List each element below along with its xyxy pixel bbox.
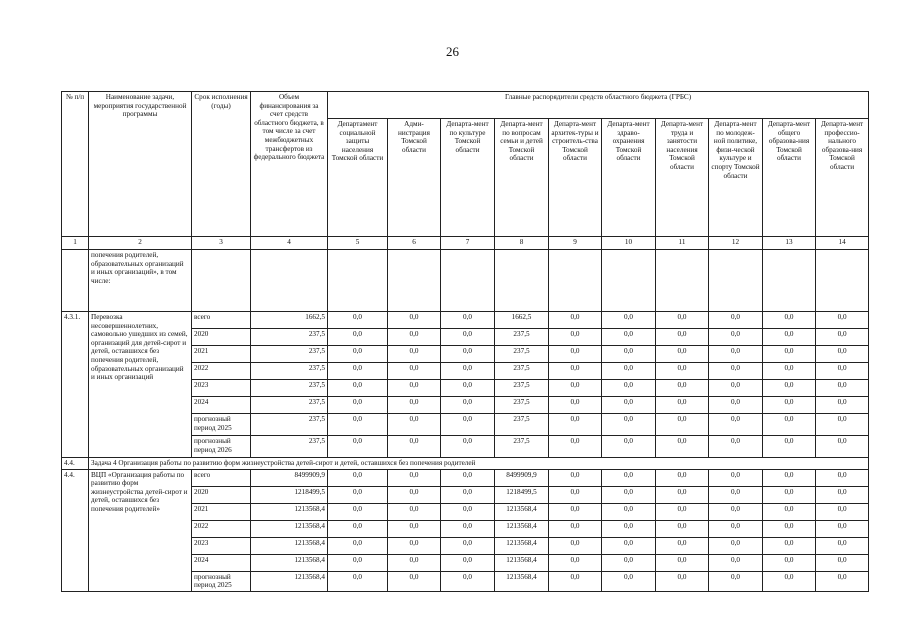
value-cell: 0,0 — [602, 329, 656, 346]
empty-cell — [602, 250, 656, 312]
value-cell: 0,0 — [763, 537, 816, 554]
value-cell: 0,0 — [441, 312, 495, 329]
empty-cell — [763, 250, 816, 312]
header-grbs-10: Департа-мент профессио-нального образова-ния Томской области — [816, 119, 869, 237]
header-grbs-2: Адми-нистрация Томской области — [388, 119, 441, 237]
value-cell: 0,0 — [388, 486, 441, 503]
value-cell: 0,0 — [328, 537, 388, 554]
total-cell: 1213568,4 — [251, 554, 328, 571]
value-cell: 0,0 — [549, 503, 602, 520]
value-cell: 0,0 — [816, 363, 869, 380]
total-cell: 1213568,4 — [251, 571, 328, 591]
period-cell: 2024 — [192, 554, 251, 571]
value-cell: 0,0 — [328, 329, 388, 346]
value-cell: 0,0 — [656, 571, 709, 591]
value-cell: 0,0 — [816, 346, 869, 363]
value-cell: 0,0 — [602, 469, 656, 486]
total-cell: 237,5 — [251, 346, 328, 363]
value-cell: 0,0 — [816, 436, 869, 458]
header-name: Наименование задачи, мероприятия государственной программы — [89, 92, 192, 237]
value-cell: 0,0 — [763, 380, 816, 397]
value-cell: 0,0 — [602, 414, 656, 436]
value-cell: 0,0 — [602, 486, 656, 503]
period-cell: прогнозный период 2025 — [192, 571, 251, 591]
value-cell: 0,0 — [709, 503, 763, 520]
continuation-text: попечения родителей, образовательных организаций и иных организаций», в том числе: — [89, 250, 192, 312]
value-cell: 0,0 — [816, 329, 869, 346]
value-cell: 0,0 — [709, 312, 763, 329]
value-cell: 0,0 — [656, 329, 709, 346]
column-number-9: 9 — [549, 237, 602, 250]
value-cell: 0,0 — [549, 554, 602, 571]
value-cell: 237,5 — [495, 363, 549, 380]
value-cell: 0,0 — [549, 312, 602, 329]
column-number-3: 3 — [192, 237, 251, 250]
value-cell: 0,0 — [388, 329, 441, 346]
value-cell: 0,0 — [602, 503, 656, 520]
value-cell: 0,0 — [441, 571, 495, 591]
value-cell: 0,0 — [602, 312, 656, 329]
table-row — [62, 312, 869, 329]
value-cell: 0,0 — [602, 346, 656, 363]
header-period: Срок исполнения (годы) — [192, 92, 251, 237]
value-cell: 0,0 — [328, 312, 388, 329]
value-cell: 0,0 — [441, 380, 495, 397]
value-cell: 0,0 — [441, 436, 495, 458]
total-cell: 237,5 — [251, 380, 328, 397]
budget-table — [61, 91, 869, 592]
continuation-no-cell — [62, 250, 89, 312]
value-cell: 0,0 — [328, 397, 388, 414]
value-cell: 0,0 — [763, 312, 816, 329]
value-cell: 0,0 — [328, 503, 388, 520]
column-number-5: 5 — [328, 237, 388, 250]
row-number: 4.3.1. — [62, 312, 89, 458]
value-cell: 0,0 — [763, 363, 816, 380]
value-cell: 0,0 — [388, 436, 441, 458]
value-cell: 237,5 — [495, 414, 549, 436]
value-cell: 0,0 — [816, 554, 869, 571]
value-cell: 0,0 — [602, 436, 656, 458]
total-cell: 1213568,4 — [251, 537, 328, 554]
value-cell: 1218499,5 — [495, 486, 549, 503]
value-cell: 0,0 — [656, 363, 709, 380]
header-grbs-5: Департа-мент архитек-туры и строитель-ства Томской области — [549, 119, 602, 237]
value-cell: 0,0 — [549, 537, 602, 554]
value-cell: 0,0 — [656, 469, 709, 486]
header-grbs-6: Департа-мент здраво-охранения Томской области — [602, 119, 656, 237]
value-cell: 0,0 — [709, 363, 763, 380]
value-cell: 0,0 — [328, 486, 388, 503]
empty-cell — [816, 250, 869, 312]
value-cell: 0,0 — [763, 346, 816, 363]
value-cell: 0,0 — [656, 312, 709, 329]
value-cell: 0,0 — [441, 520, 495, 537]
value-cell: 0,0 — [549, 414, 602, 436]
value-cell: 0,0 — [602, 520, 656, 537]
column-number-1: 1 — [62, 237, 89, 250]
column-number-row — [62, 237, 869, 250]
total-cell: 1662,5 — [251, 312, 328, 329]
value-cell: 0,0 — [549, 346, 602, 363]
value-cell: 0,0 — [328, 571, 388, 591]
value-cell: 0,0 — [388, 312, 441, 329]
period-cell: 2022 — [192, 363, 251, 380]
period-cell: 2020 — [192, 329, 251, 346]
empty-cell — [328, 250, 388, 312]
value-cell: 0,0 — [816, 380, 869, 397]
value-cell: 0,0 — [328, 346, 388, 363]
value-cell: 0,0 — [388, 397, 441, 414]
value-cell: 0,0 — [388, 346, 441, 363]
value-cell: 0,0 — [709, 537, 763, 554]
value-cell: 0,0 — [549, 329, 602, 346]
value-cell: 0,0 — [656, 537, 709, 554]
value-cell: 0,0 — [816, 503, 869, 520]
header-no: № п/п — [62, 92, 89, 237]
value-cell: 0,0 — [709, 520, 763, 537]
value-cell: 0,0 — [709, 397, 763, 414]
value-cell: 1213568,4 — [495, 554, 549, 571]
column-number-2: 2 — [89, 237, 192, 250]
task-number: 4.4. — [62, 458, 89, 470]
value-cell: 0,0 — [549, 436, 602, 458]
value-cell: 0,0 — [549, 397, 602, 414]
value-cell: 237,5 — [495, 397, 549, 414]
value-cell: 0,0 — [388, 414, 441, 436]
value-cell: 0,0 — [816, 520, 869, 537]
value-cell: 0,0 — [709, 571, 763, 591]
value-cell: 8499909,9 — [495, 469, 549, 486]
empty-cell — [192, 250, 251, 312]
value-cell: 0,0 — [328, 520, 388, 537]
value-cell: 1213568,4 — [495, 520, 549, 537]
value-cell: 0,0 — [763, 414, 816, 436]
period-cell: 2020 — [192, 486, 251, 503]
value-cell: 1213568,4 — [495, 537, 549, 554]
value-cell: 0,0 — [763, 397, 816, 414]
total-cell: 237,5 — [251, 414, 328, 436]
value-cell: 0,0 — [441, 469, 495, 486]
column-number-13: 13 — [763, 237, 816, 250]
value-cell: 237,5 — [495, 436, 549, 458]
value-cell: 0,0 — [709, 436, 763, 458]
header-grbs-9: Департа-мент общего образова-ния Томской области — [763, 119, 816, 237]
value-cell: 0,0 — [388, 537, 441, 554]
value-cell: 0,0 — [763, 436, 816, 458]
column-number-10: 10 — [602, 237, 656, 250]
value-cell: 0,0 — [441, 486, 495, 503]
value-cell: 0,0 — [656, 554, 709, 571]
total-cell: 1213568,4 — [251, 520, 328, 537]
value-cell: 0,0 — [816, 486, 869, 503]
value-cell: 0,0 — [816, 571, 869, 591]
header-grbs-3: Департа-мент по культуре Томской области — [441, 119, 495, 237]
value-cell: 0,0 — [388, 363, 441, 380]
total-cell: 1218499,5 — [251, 486, 328, 503]
value-cell: 0,0 — [602, 380, 656, 397]
empty-cell — [251, 250, 328, 312]
column-number-7: 7 — [441, 237, 495, 250]
value-cell: 0,0 — [656, 346, 709, 363]
empty-cell — [656, 250, 709, 312]
value-cell: 0,0 — [388, 503, 441, 520]
value-cell: 0,0 — [816, 469, 869, 486]
period-cell: 2022 — [192, 520, 251, 537]
empty-cell — [441, 250, 495, 312]
measure-name: ВЦП «Организация работы по развитию форм жизнеустройства детей-сирот и детей, оставшихся без попечения родителей» — [89, 469, 192, 591]
value-cell: 0,0 — [763, 469, 816, 486]
value-cell: 0,0 — [763, 554, 816, 571]
value-cell: 0,0 — [388, 554, 441, 571]
total-cell: 8499909,9 — [251, 469, 328, 486]
value-cell: 0,0 — [656, 380, 709, 397]
value-cell: 0,0 — [441, 503, 495, 520]
value-cell: 0,0 — [441, 537, 495, 554]
value-cell: 0,0 — [602, 554, 656, 571]
value-cell: 0,0 — [816, 312, 869, 329]
period-cell: 2023 — [192, 380, 251, 397]
measure-name: Перевозка несовершеннолетних, самовольно ушедших из семей, организаций для детей-сирот и детей, оставшихся без попечения родителей, образовательных организаций и иных организаций — [89, 312, 192, 458]
column-number-8: 8 — [495, 237, 549, 250]
value-cell: 237,5 — [495, 380, 549, 397]
value-cell: 0,0 — [549, 571, 602, 591]
total-cell: 237,5 — [251, 397, 328, 414]
period-cell: 2024 — [192, 397, 251, 414]
column-number-11: 11 — [656, 237, 709, 250]
value-cell: 0,0 — [328, 414, 388, 436]
value-cell: 0,0 — [709, 380, 763, 397]
value-cell: 0,0 — [441, 397, 495, 414]
value-cell: 0,0 — [328, 380, 388, 397]
value-cell: 0,0 — [709, 486, 763, 503]
header-grbs-4: Департа-мент по вопросам семьи и детей Томской области — [495, 119, 549, 237]
period-cell: 2021 — [192, 346, 251, 363]
value-cell: 0,0 — [816, 397, 869, 414]
period-cell: всего — [192, 469, 251, 486]
value-cell: 1213568,4 — [495, 571, 549, 591]
value-cell: 0,0 — [388, 571, 441, 591]
value-cell: 0,0 — [816, 537, 869, 554]
column-number-6: 6 — [388, 237, 441, 250]
value-cell: 0,0 — [602, 537, 656, 554]
continuation-row — [62, 250, 869, 312]
header-volume: Объем финансирования за счет средств областного бюджета, в том числе за счет межбюджетных трансфертов из федерального бюджета — [251, 92, 328, 237]
total-cell: 237,5 — [251, 436, 328, 458]
value-cell: 0,0 — [549, 469, 602, 486]
task-title: Задача 4 Организация работы по развитию форм жизнеустройства детей-сирот и детей, оставшихся без попечения родителей — [89, 458, 869, 470]
value-cell: 0,0 — [549, 520, 602, 537]
value-cell: 0,0 — [763, 520, 816, 537]
value-cell: 0,0 — [441, 363, 495, 380]
column-number-14: 14 — [816, 237, 869, 250]
empty-cell — [495, 250, 549, 312]
value-cell: 237,5 — [495, 346, 549, 363]
column-number-12: 12 — [709, 237, 763, 250]
value-cell: 0,0 — [441, 329, 495, 346]
empty-cell — [549, 250, 602, 312]
header-grbs-group: Главные распорядители средств областного бюджета (ГРБС) — [328, 92, 869, 119]
empty-cell — [388, 250, 441, 312]
value-cell: 0,0 — [441, 346, 495, 363]
empty-cell — [709, 250, 763, 312]
value-cell: 0,0 — [763, 486, 816, 503]
value-cell: 237,5 — [495, 329, 549, 346]
value-cell: 0,0 — [328, 469, 388, 486]
value-cell: 0,0 — [709, 469, 763, 486]
period-cell: всего — [192, 312, 251, 329]
value-cell: 0,0 — [388, 469, 441, 486]
total-cell: 237,5 — [251, 329, 328, 346]
value-cell: 1662,5 — [495, 312, 549, 329]
value-cell: 0,0 — [709, 329, 763, 346]
value-cell: 0,0 — [709, 346, 763, 363]
value-cell: 0,0 — [388, 380, 441, 397]
value-cell: 0,0 — [656, 503, 709, 520]
value-cell: 0,0 — [388, 520, 441, 537]
value-cell: 0,0 — [816, 414, 869, 436]
value-cell: 0,0 — [602, 397, 656, 414]
header-row-1 — [62, 92, 869, 119]
value-cell: 0,0 — [328, 554, 388, 571]
value-cell: 0,0 — [328, 436, 388, 458]
task-row — [62, 458, 869, 470]
total-cell: 237,5 — [251, 363, 328, 380]
value-cell: 0,0 — [441, 414, 495, 436]
total-cell: 1213568,4 — [251, 503, 328, 520]
period-cell: 2023 — [192, 537, 251, 554]
header-grbs-1: Департамент социальной защиты населения Томской области — [328, 119, 388, 237]
value-cell: 0,0 — [763, 503, 816, 520]
value-cell: 0,0 — [549, 380, 602, 397]
value-cell: 0,0 — [602, 363, 656, 380]
period-cell: прогнозный период 2025 — [192, 414, 251, 436]
table-row — [62, 469, 869, 486]
value-cell: 0,0 — [763, 329, 816, 346]
page-number: 26 — [446, 44, 459, 59]
value-cell: 0,0 — [328, 363, 388, 380]
value-cell: 0,0 — [709, 414, 763, 436]
header-grbs-7: Департа-мент труда и занятости населения Томской области — [656, 119, 709, 237]
row-number: 4.4. — [62, 469, 89, 591]
value-cell: 0,0 — [656, 397, 709, 414]
value-cell: 0,0 — [763, 571, 816, 591]
value-cell: 0,0 — [656, 520, 709, 537]
header-grbs-8: Департа-мент по молодеж-ной политике, физи-ческой культуре и спорту Томской области — [709, 119, 763, 237]
value-cell: 0,0 — [549, 486, 602, 503]
value-cell: 0,0 — [656, 436, 709, 458]
value-cell: 0,0 — [602, 571, 656, 591]
value-cell: 0,0 — [709, 554, 763, 571]
value-cell: 0,0 — [441, 554, 495, 571]
period-cell: прогнозный период 2026 — [192, 436, 251, 458]
column-number-4: 4 — [251, 237, 328, 250]
period-cell: 2021 — [192, 503, 251, 520]
value-cell: 0,0 — [549, 363, 602, 380]
value-cell: 1213568,4 — [495, 503, 549, 520]
value-cell: 0,0 — [656, 414, 709, 436]
value-cell: 0,0 — [656, 486, 709, 503]
